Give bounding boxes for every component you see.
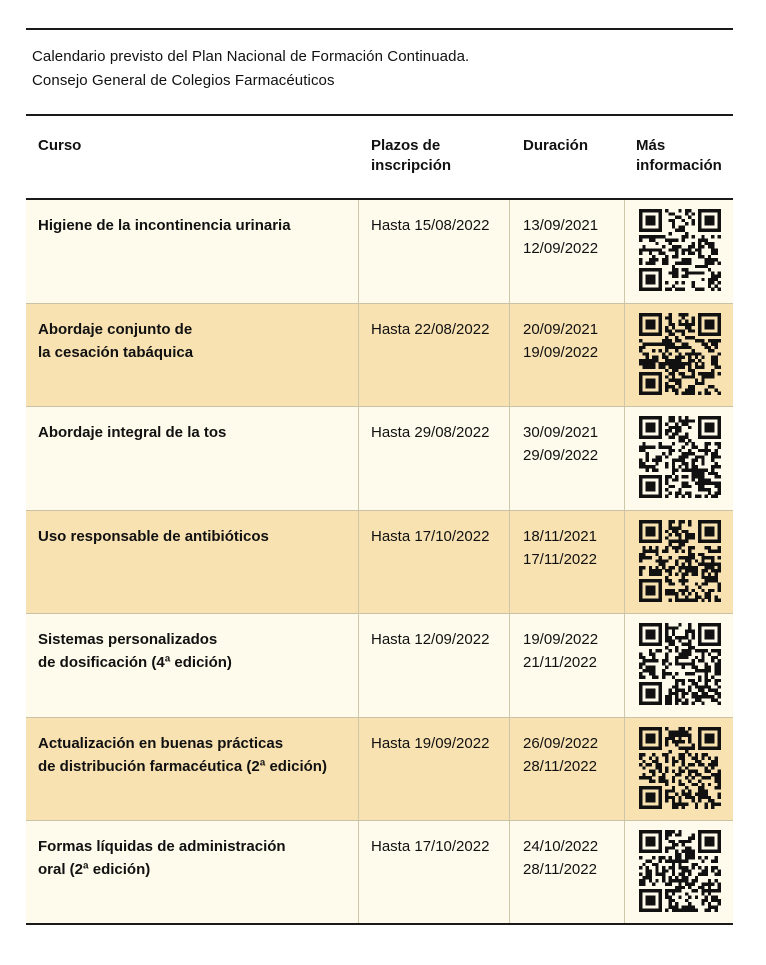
course-name: Sistemas personalizados de dosificación (4ª edición) <box>38 631 232 671</box>
duration-start: 30/09/2021 <box>523 424 599 441</box>
duration-end: 28/11/2022 <box>523 861 597 878</box>
duration <box>523 421 633 467</box>
course-name: Abordaje integral de la tos <box>38 424 227 441</box>
duration-start: 13/09/2021 <box>523 217 599 234</box>
duration <box>523 318 633 364</box>
column-divider <box>358 718 359 821</box>
table-header <box>26 114 733 200</box>
duration <box>523 525 633 571</box>
course-name: Uso responsable de antibióticos <box>38 527 269 545</box>
course-name: Formas líquidas de administración oral (2ª edición) <box>38 838 286 878</box>
column-divider <box>358 200 359 303</box>
qr-code-icon[interactable] <box>639 209 721 291</box>
column-divider <box>358 407 359 510</box>
course-name: Actualización en buenas prácticas de distribución farmacéutica (2ª edición) <box>38 734 327 775</box>
table-row <box>26 200 733 304</box>
duration <box>523 214 633 260</box>
qr-code-icon[interactable] <box>639 727 721 809</box>
duration-start: 24/10/2022 <box>523 838 599 855</box>
registration-deadline: Hasta 17/10/2022 <box>371 838 490 855</box>
qr-code-icon[interactable] <box>639 623 721 705</box>
qr-code-icon[interactable] <box>639 416 721 498</box>
duration <box>523 628 633 674</box>
column-divider <box>358 614 359 717</box>
course-name: Abordaje conjunto de la cesación tabáquica <box>38 320 194 361</box>
duration <box>523 835 633 881</box>
table-row <box>26 511 733 615</box>
table-row <box>26 407 733 511</box>
duration-end: 21/11/2022 <box>523 654 597 671</box>
registration-deadline: Hasta 29/08/2022 <box>371 424 490 441</box>
duration-start: 19/09/2022 <box>523 631 599 648</box>
table-row <box>26 718 733 822</box>
registration-deadline: Hasta 12/09/2022 <box>371 631 490 648</box>
table-body <box>26 200 733 925</box>
table-row <box>26 821 733 925</box>
caption-line-1: Calendario previsto del Plan Nacional de Formación Continuada. <box>32 48 470 65</box>
header-curso: Curso <box>38 137 82 154</box>
table-row <box>26 614 733 718</box>
header-duracion: Duración <box>523 137 589 154</box>
duration-start: 20/09/2021 <box>523 320 599 338</box>
duration <box>523 732 633 778</box>
header-mas-informacion: Más información <box>636 137 722 174</box>
registration-deadline: Hasta 17/10/2022 <box>371 527 490 545</box>
qr-code-icon[interactable] <box>639 520 721 602</box>
duration-start: 26/09/2022 <box>523 734 599 752</box>
course-calendar-table <box>26 114 733 925</box>
column-divider <box>358 511 359 614</box>
duration-start: 18/11/2021 <box>523 527 597 545</box>
duration-end: 12/09/2022 <box>523 240 599 257</box>
duration-end: 28/11/2022 <box>523 757 597 775</box>
table-row <box>26 304 733 408</box>
duration-end: 19/09/2022 <box>523 343 599 361</box>
column-divider <box>358 821 359 923</box>
header-plazos: Plazos de inscripción <box>371 137 452 174</box>
duration-end: 29/09/2022 <box>523 447 599 464</box>
column-divider <box>358 304 359 407</box>
registration-deadline: Hasta 22/08/2022 <box>371 320 490 338</box>
qr-code-icon[interactable] <box>639 830 721 912</box>
registration-deadline: Hasta 19/09/2022 <box>371 734 490 752</box>
caption-line-2: Consejo General de Colegios Farmacéuticos <box>32 72 335 89</box>
top-rule <box>26 28 733 30</box>
qr-code-icon[interactable] <box>639 313 721 395</box>
course-name: Higiene de la incontinencia urinaria <box>38 217 291 234</box>
table-caption <box>32 45 722 93</box>
registration-deadline: Hasta 15/08/2022 <box>371 217 490 234</box>
duration-end: 17/11/2022 <box>523 550 597 568</box>
